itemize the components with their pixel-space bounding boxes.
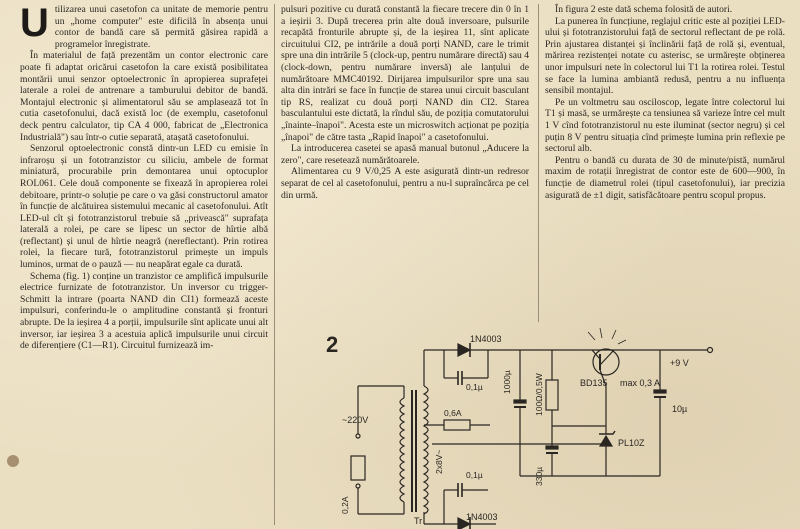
resistor-100 [546,380,558,410]
cap-1000-label: 1000µ [502,370,512,394]
paragraph: Pentru o bandă cu durata de 30 de minute/pistă, numărul maxim de rotații înregistrat de contor este de 600—900, în funcție de diametrul rolei (tipul casetofonului), iar precizia asigurată de ±1 digit, satisfăcătoare pentru scopul propus. [545,154,785,201]
max-current-label: max 0,3 A [620,378,661,388]
paragraph: Utilizarea unui casetofon ca unitate de memorie pentru un „home computer" este dificilă în absența unui contor de bandă care să permită găsirea rapidă a programelor înregistrate. [20,1,268,50]
ray [600,328,602,338]
cap-330-label: 330µ [534,466,544,486]
paragraph: La punerea în funcțiune, reglajul critic este al poziției LED-ului și fototranzistorului față de sectorul reflectant de pe rolă. Prin ajustarea distanței și înclinării față de rolă și, eventual, mărirea rezistenței notate cu asterisc, se urmărește obținerea unor impulsuri nete în colectorul lui T1 la rotirea rolei. Testul se face la lumina ambiantă redusă, pentru a nu influența sensibil montajul. [545,15,785,97]
paragraph: În figura 2 este dată schema folosită de autori. [555,4,733,15]
drop-cap: U [20,1,49,45]
column-divider [274,4,275,525]
primary-fuse [351,456,365,480]
resistor-100-label: 100Ω/0,5W [534,373,544,416]
cap-1000-plate [514,400,526,403]
diode-top [458,343,470,357]
mains-label: ~220V [342,415,369,425]
ray [618,340,626,344]
paragraph: În materialul de față prezentăm un contor electronic care poate fi adaptat oricărui casetofon la care există posibilitatea montării unui senzor optoelectronic în apropierea suprafeței laterale a rolei de antrenare a tamburului debitor de bandă. Montajul electronic și alimentatorul său se amplasează tot în cutia casetofonului, dacă există loc (de exemplu, casetofonul deck pentru calculator, tip CA 4 000, fabricat de „Electronica Industrială") sau într-o cutie separată, atașată casetofonului. [20,50,268,143]
paragraph: Senzorul optoelectronic constă dintr-un LED cu emisie în infraroșu și un fototranzistor cu siliciu, ambele de format miniatură, procurabile prin demontarea unui optocuplor ROL061. Cele două componente se fixează în apropierea rolei debitoare, printr-o soluție pe care o va găsi constructorul amator în funcție de alcătuirea sistemului mecanic al casetofonului. Atît LED-ul cît și fototranzistorul trebuie să „privească" suprafața laterală a rolei, pe care se lipesc un sector de hîrtie albă (reflectant) și unul de hîrtie neagră (nereflectant). Prin rotirea rolei, la fiecare tură, fototranzistorul primește un impuls luminos, urmat de o pauză — nu neapărat egale ca durată. [20,143,268,271]
output-terminal [708,348,713,353]
primary-fuse-label: 0,2A [340,496,350,514]
secondary-fuse [444,420,470,430]
cap-10-label: 10µ [672,404,688,414]
column-divider [538,4,539,322]
ray [612,330,616,339]
article-column-2 [281,4,529,201]
paragraph: La introducerea casetei se apasă manual butonul „Aducere la zero", care resetează numărătoarele. [281,143,529,166]
transistor-label: BD135 [580,378,608,388]
transformer-label: Tr [414,516,423,526]
paragraph: pulsuri pozitive cu durată constantă la fiecare trecere din 0 în 1 a ieșirii 3. După trecerea prin alte două inversoare, pulsurile recapătă fronturile abrupte și, de la ieșirea 11, sînt aplicate circuitului CI2, pe intrările a două porți NAND, care le trimit spre una din intrările 5 (clock-up, pentru numărare directă) sau 4 (clock-down, pentru numărare inversă) ale lanțului de numărătoare MMC40192. Dirijarea impulsurilor spre una sau alta din intrări se face în funcție de starea unui circuit basculant tip RS, realizat cu două porți NAND din CI2. Starea basculantului este dictată, la rîndul său, de poziția comutatorului „înainte–înapoi". Acesta este un microswitch acționat pe poziția „înapoi" de către tasta „Rapid înapoi" a casetofonului. [281,4,530,143]
figure-number: 2 [326,332,339,357]
mains-input [342,386,404,514]
cap-bottom-label: 0,1µ [466,470,483,480]
cap-10-plate [654,390,666,393]
cap-330-plate [546,446,558,449]
cap-top-label: 0,1µ [466,382,483,392]
power-supply-schematic [320,326,800,529]
paragraph: Alimentarea cu 9 V/0,25 A este asigurată dintr-un redresor separat de cel al casetofonului, pentru a nu-l supraîncărca pe cel din urmă. [281,166,529,201]
diode-bottom-label: 1N4003 [466,512,498,522]
secondary-fuse-label: 0,6A [444,408,462,418]
diode-top-label: 1N4003 [470,334,502,344]
zener-label: PL10Z [618,438,645,448]
paragraph: Schema (fig. 1) conține un tranzistor ce amplifică impulsurile electrice furnizate de fototranzistor. Un inversor cu trigger-Schmitt la intrare (poarta NAND din CI1) formează aceste impulsuri, conferindu-le o amplitudine constantă și fronturi abrupte. De la ieșirea 4 a porții, impulsurile sînt aplicate unui alt inversor, iar ieșirea 3 a acestuia aplică impulsurile unui circuit de diferențiere (C1—R1). Circuitul furnizează im- [20,270,268,352]
article-column-3 [545,4,785,201]
binding-hole [7,455,19,467]
article-column-1 [20,1,268,352]
ray [588,332,595,340]
secondary-voltage-label: 2x8V~ [434,449,444,474]
zener-diode [599,431,615,476]
paragraph: Pe un voltmetru sau osciloscop, legate între colectorul lui T1 și masă, se urmărește ca tensiunea să varieze între cel mult 1 V cînd fototranzistorul nu este iluminat (sector negru) și cel puțin 8 V pentru situația cînd primește lumina prin reflexie pe sectorul alb. [545,96,785,155]
output-voltage-label: +9 V [670,358,689,368]
